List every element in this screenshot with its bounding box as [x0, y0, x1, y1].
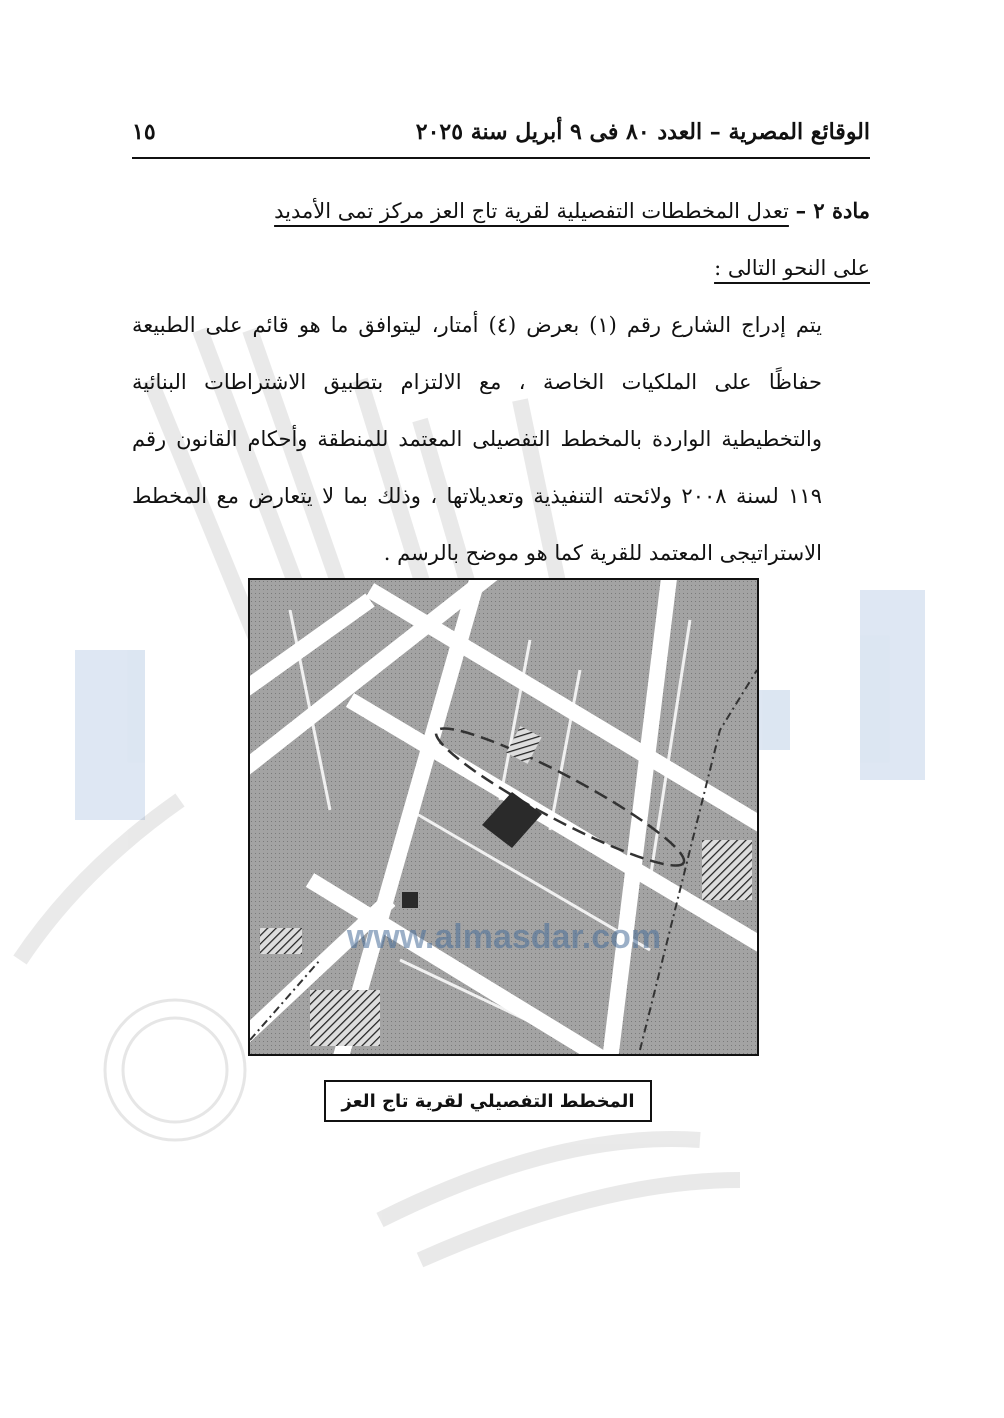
- page-number: ١٥: [132, 119, 156, 145]
- village-plan-map: [248, 578, 759, 1056]
- article-heading-cont: [132, 240, 870, 297]
- article-title-line1: تعدل المخططات التفصيلية لقرية تاج العز مركز تمى الأمديد: [274, 199, 789, 223]
- small-building: [402, 892, 418, 908]
- header-rule: [132, 157, 870, 159]
- publication-title: الوقائع المصرية – العدد ٨٠ فى ٩ أبريل سنة ٢٠٢٥: [415, 119, 870, 145]
- article-body: [132, 182, 870, 582]
- page-header: [132, 112, 870, 152]
- article-heading: [132, 182, 870, 240]
- map-watermark-url: www.almasdar.com: [346, 918, 662, 956]
- hatched-plot-2: [260, 928, 302, 954]
- hatched-plot-4: [702, 840, 752, 900]
- article-label: مادة ٢ –: [795, 198, 870, 223]
- map-drawing: [250, 580, 757, 1054]
- article-title-line2: على النحو التالى :: [714, 256, 870, 280]
- article-paragraph: يتم إدراج الشارع رقم (١) بعرض (٤) أمتار، ليتوافق ما هو قائم على الطبيعة حفاظًا على الملكيات الخاصة ، مع الالتزام بتطبيق الاشتراطات البنائية والتخطيطية الواردة بالمخطط التفصيلى المعتمد للمنطقة وأحكام القانون رقم ١١٩ لسنة ٢٠٠٨ ولائحته التنفيذية وتعديلاتها ، وذلك بما لا يتعارض مع المخطط الاستراتيجى المعتمد للقرية كما هو موضح بالرسم .: [132, 313, 822, 565]
- map-caption: المخطط التفصيلي لقرية تاج العز: [324, 1080, 652, 1122]
- hatched-plot-3: [310, 990, 380, 1046]
